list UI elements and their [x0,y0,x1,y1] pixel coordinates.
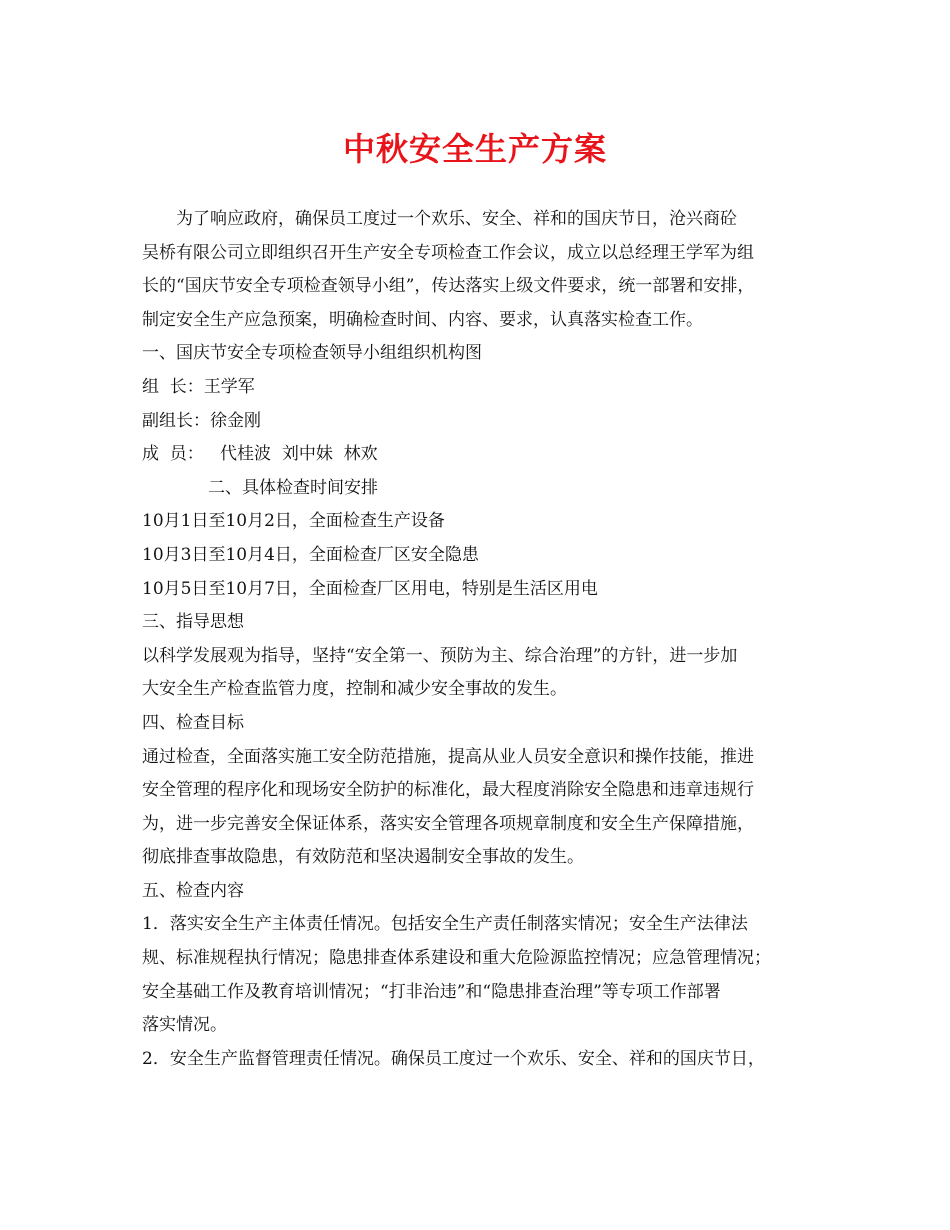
section-heading-org: 一、国庆节安全专项检查领导小组组织机构图 [142,343,482,364]
content-line-1: 1．落实安全生产主体责任情况。包括安全生产责任制落实情况；安全生产法律法 [142,914,748,935]
document-body [142,203,812,1076]
goals-line-1: 通过检查，全面落实施工安全防范措施，提高从业人员安全意识和操作技能，推进 [142,746,754,767]
guidance-line-1: 以科学发展观为指导，坚持“安全第一、预防为主、综合治理”的方针，进一步加 [142,645,738,666]
section-heading-guidance: 三、指导思想 [142,612,244,633]
content-line-3: 安全基础工作及教育培训情况；“打非治违”和“隐患排查治理”等专项工作部署 [142,981,721,1002]
section-heading-content: 五、检查内容 [142,880,244,901]
intro-line-2: 吴桥有限公司立即组织召开生产安全专项检查工作会议，成立以总经理王学军为组 [142,242,754,263]
org-members: 成 员： 代桂波 刘中妹 林欢 [142,444,378,465]
content-line-2: 规、标准规程执行情况；隐患排查体系建设和重大危险源监控情况；应急管理情况； [142,948,771,969]
goals-line-2: 安全管理的程序化和现场安全防护的标准化，最大程度消除安全隐患和违章违规行 [142,780,754,801]
content-line-5: 2．安全生产监督管理责任情况。确保员工度过一个欢乐、安全、祥和的国庆节日， [142,1048,765,1069]
section-heading-schedule: 二、具体检查时间安排 [208,477,378,498]
org-deputy: 副组长：徐金刚 [142,410,261,431]
content-line-4: 落实情况。 [142,1015,227,1036]
document-title: 中秋安全生产方案 [342,130,607,168]
org-leader: 组 长：王学军 [142,376,255,397]
intro-line-1: 为了响应政府，确保员工度过一个欢乐、安全、祥和的国庆节日，沧兴商砼 [176,209,737,229]
intro-line-3: 长的“国庆节安全专项检查领导小组”，传达落实上级文件要求，统一部署和安排， [142,276,755,297]
section-heading-goals: 四、检查目标 [142,712,244,733]
guidance-line-2: 大安全生产检查监管力度，控制和减少安全事故的发生。 [142,679,567,700]
goals-line-3: 为，进一步完善安全保证体系，落实安全管理各项规章制度和安全生产保障措施， [142,813,754,834]
schedule-line-1: 10月1日至10月2日，全面检查生产设备 [142,511,445,532]
schedule-line-3: 10月5日至10月7日，全面检查厂区用电，特别是生活区用电 [142,578,598,599]
intro-line-4: 制定安全生产应急预案，明确检查时间、内容、要求，认真落实检查工作。 [142,309,703,330]
schedule-line-2: 10月3日至10月4日，全面检查厂区安全隐患 [142,544,479,565]
goals-line-4: 彻底排查事故隐患，有效防范和坚决遏制安全事故的发生。 [142,847,584,868]
